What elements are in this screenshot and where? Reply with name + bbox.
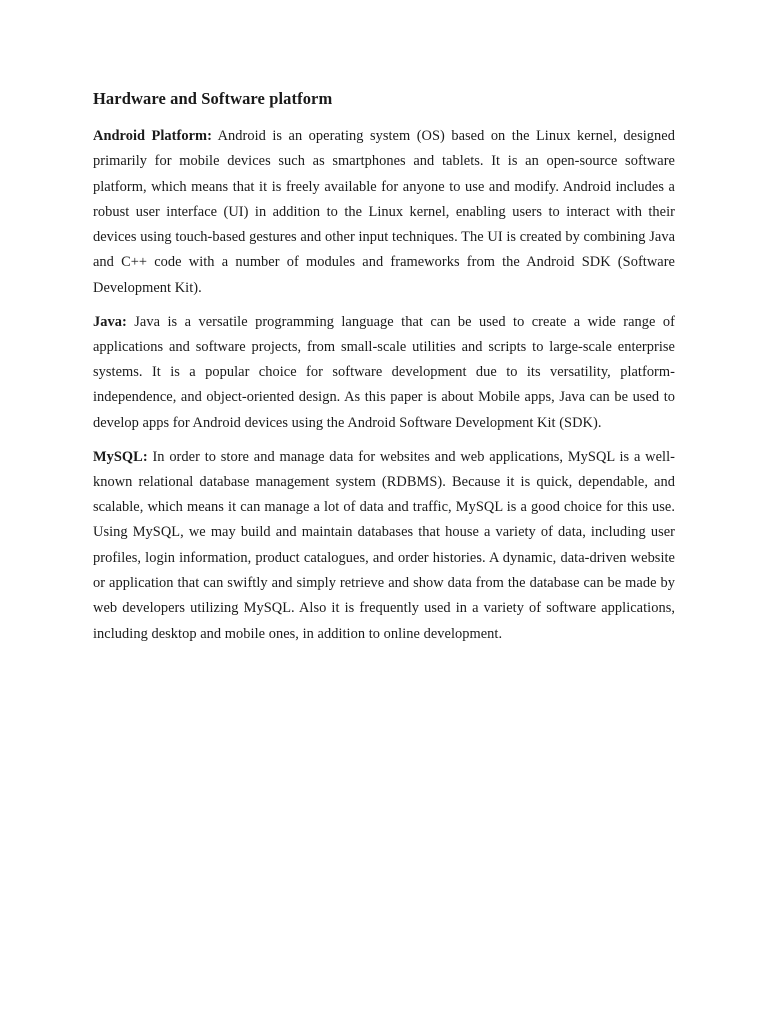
section-text: Java is a versatile programming language that can be used to create a wide range of applications and software projects, from small-scale utilities and scripts to large-scale enterprise systems. It is a popular choice for software development due to its versatility, platform-independence, and object-oriented design. As this paper is about Mobile apps, Java can be used to develop apps for Android devices using the Android Software Development Kit (SDK). xyxy=(93,313,675,431)
section-mysql xyxy=(93,445,675,647)
page-heading: Hardware and Software platform xyxy=(93,89,333,108)
section-term: Android Platform: xyxy=(93,128,212,144)
section-term: MySQL: xyxy=(93,448,148,465)
section-text: In order to store and manage data for websites and web applications, MySQL is a well-known relational database management system (RDBMS). Because it is quick, dependable, and scalable, which means it can manage a lot of data and traffic, MySQL is a good choice for this use. Using MySQL, we may build and maintain databases that house a variety of data, including user profiles, login information, product catalogues, and order histories. A dynamic, data-driven website or application that can swiftly and simply retrieve and show data from the database can be made by web developers utilizing MySQL. Also it is frequently used in a variety of software applications, including desktop and mobile ones, in addition to online development. xyxy=(93,448,675,642)
section-text: Android is an operating system (OS) based on the Linux kernel, designed primarily for mobile devices such as smartphones and tablets. It is an open-source software platform, which means that it is freely available for anyone to use and modify. Android includes a robust user interface (UI) in addition to the Linux kernel, enabling users to interact with their devices using touch-based gestures and other input techniques. The UI is created by combining Java and C++ code with a number of modules and frameworks from the Android SDK (Software Development Kit). xyxy=(93,128,675,296)
section-android-platform xyxy=(93,124,675,301)
section-java xyxy=(93,310,675,436)
section-term: Java: xyxy=(93,313,127,330)
